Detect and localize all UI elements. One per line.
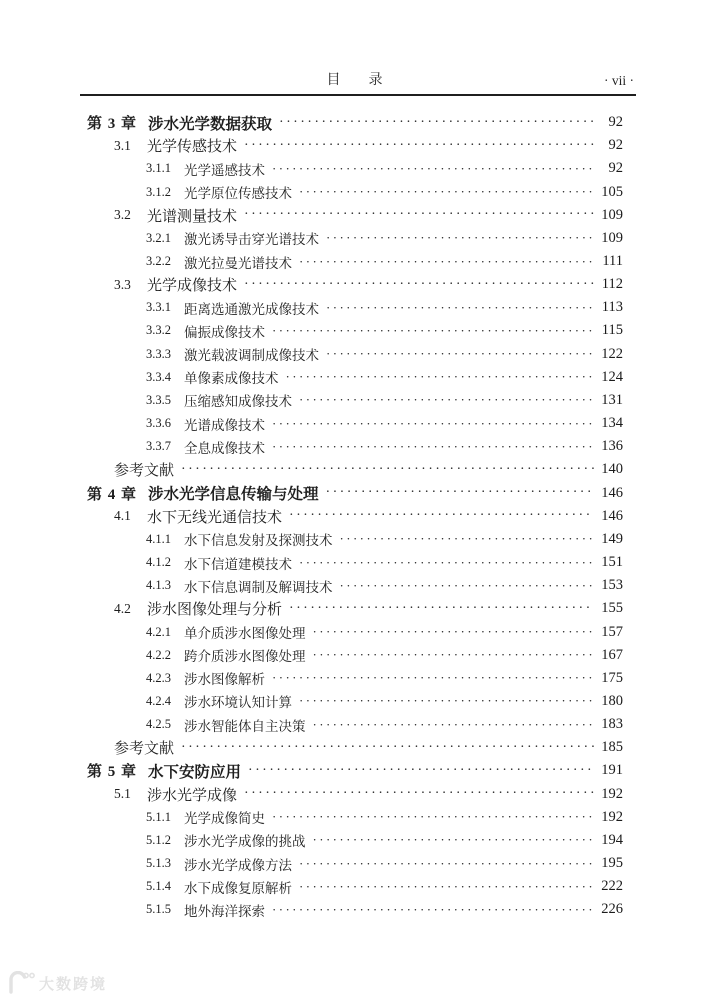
toc-entry bbox=[80, 574, 636, 597]
toc-entry-number: 4.2.1 bbox=[146, 624, 171, 639]
toc-entry-number: 3.1.2 bbox=[146, 184, 171, 199]
toc-entry-page: 175 bbox=[601, 669, 623, 686]
toc-entry-title: 涉水光学数据获取 bbox=[148, 115, 273, 133]
toc-entry-page: 105 bbox=[601, 183, 623, 200]
toc-entry-page: 131 bbox=[601, 391, 623, 408]
toc-entry-page: 151 bbox=[601, 554, 623, 571]
dot-leader bbox=[313, 624, 595, 640]
toc-entry-page: 92 bbox=[608, 160, 623, 177]
dot-leader bbox=[326, 230, 594, 246]
watermark-text: 大数跨境 bbox=[39, 975, 108, 993]
toc-entry-number: 4.2.2 bbox=[146, 647, 171, 662]
dot-leader bbox=[299, 184, 594, 200]
dot-leader bbox=[272, 161, 594, 177]
toc-entry-title: 水下成像复原解析 bbox=[184, 880, 292, 896]
toc-entry bbox=[80, 180, 636, 203]
dot-leader bbox=[279, 115, 594, 131]
watermark-logo-icon bbox=[7, 971, 35, 995]
toc-entry-title: 单介质涉水图像处理 bbox=[184, 626, 306, 642]
toc-entry-page: 153 bbox=[601, 577, 623, 594]
toc-entry-number: 4.2.3 bbox=[146, 670, 171, 685]
toc-entry-number: 5.1.4 bbox=[146, 879, 171, 894]
toc-entry-number: 3.2.2 bbox=[146, 254, 171, 269]
toc-entry-title: 水下信道建模技术 bbox=[184, 556, 292, 572]
toc-entry-title: 水下安防应用 bbox=[148, 763, 242, 781]
toc-entry bbox=[80, 806, 636, 829]
toc-entry-number: 3.3.6 bbox=[146, 416, 171, 431]
toc-entry-number: 第 4 章 bbox=[87, 486, 138, 503]
toc-entry-number: 3.1.1 bbox=[146, 161, 171, 176]
toc-entry bbox=[80, 528, 636, 551]
toc-entry-title: 涉水光学成像的挑战 bbox=[184, 834, 306, 850]
toc-entry bbox=[80, 852, 636, 875]
toc-entry bbox=[80, 644, 636, 667]
toc-entry-title: 距离选通激光成像技术 bbox=[184, 301, 319, 317]
toc-entry-title: 涉水智能体自主决策 bbox=[184, 718, 306, 734]
toc-entry bbox=[80, 551, 636, 574]
toc-entry-number: 3.3 bbox=[114, 276, 131, 292]
toc-entry-page: 124 bbox=[601, 368, 623, 385]
watermark bbox=[7, 971, 107, 995]
toc-entry-title: 光学传感技术 bbox=[147, 139, 238, 156]
toc-entry bbox=[80, 389, 636, 412]
toc-entry-page: 185 bbox=[601, 739, 623, 756]
toc-entry-page: 180 bbox=[601, 692, 623, 709]
dot-leader bbox=[299, 392, 594, 408]
toc-entry-title: 涉水环境认知计算 bbox=[184, 695, 292, 711]
dot-leader bbox=[299, 693, 594, 709]
toc-entry-page: 226 bbox=[601, 901, 623, 918]
toc-entry-title: 激光诱导击穿光谱技术 bbox=[184, 232, 319, 248]
toc-entry bbox=[80, 736, 636, 759]
toc-entry bbox=[80, 875, 636, 898]
dot-leader bbox=[272, 416, 594, 432]
toc-list bbox=[80, 111, 636, 921]
toc-entry-title: 光学遥感技术 bbox=[184, 162, 265, 178]
dot-leader bbox=[313, 717, 595, 733]
toc-entry-number: 4.2.4 bbox=[146, 693, 171, 708]
toc-entry bbox=[80, 435, 636, 458]
toc-entry-title: 光学原位传感技术 bbox=[184, 186, 292, 202]
toc-entry bbox=[80, 597, 636, 620]
toc-entry-title: 激光拉曼光谱技术 bbox=[184, 255, 292, 271]
toc-entry bbox=[80, 783, 636, 806]
toc-entry-page: 140 bbox=[601, 461, 623, 478]
toc-entry bbox=[80, 759, 636, 782]
toc-entry-number: 5.1.2 bbox=[146, 832, 171, 847]
toc-entry-title: 偏振成像技术 bbox=[184, 324, 265, 340]
dot-leader bbox=[326, 300, 594, 316]
toc-entry-page: 155 bbox=[601, 600, 623, 617]
toc-entry-page: 146 bbox=[601, 484, 623, 501]
toc-entry-page: 146 bbox=[601, 507, 623, 524]
toc-entry-title: 光谱成像技术 bbox=[184, 417, 265, 433]
toc-entry-number: 3.1 bbox=[114, 137, 131, 153]
toc-entry-title: 光学成像技术 bbox=[147, 278, 238, 295]
toc-entry-page: 92 bbox=[608, 114, 623, 131]
toc-entry bbox=[80, 366, 636, 389]
dot-leader bbox=[326, 485, 594, 501]
toc-entry-title: 水下无线光通信技术 bbox=[147, 509, 283, 526]
toc-entry bbox=[80, 713, 636, 736]
toc-entry-number: 3.3.4 bbox=[146, 369, 171, 384]
toc-entry bbox=[80, 898, 636, 921]
toc-entry-page: 192 bbox=[601, 808, 623, 825]
page-header bbox=[80, 68, 636, 96]
toc-entry-title: 涉水图像处理与分析 bbox=[147, 602, 283, 619]
toc-entry-number: 5.1.1 bbox=[146, 809, 171, 824]
toc-entry-page: 115 bbox=[601, 322, 623, 339]
dot-leader bbox=[244, 786, 594, 802]
toc-entry-title: 光学成像简史 bbox=[184, 811, 265, 827]
toc-entry-number: 5.1 bbox=[114, 786, 131, 802]
toc-entry-page: 194 bbox=[601, 831, 623, 848]
toc-entry bbox=[80, 204, 636, 227]
toc-entry-title: 全息成像技术 bbox=[184, 440, 265, 456]
dot-leader bbox=[313, 647, 595, 663]
toc-entry-number: 第 3 章 bbox=[87, 116, 138, 133]
toc-entry-number: 3.3.7 bbox=[146, 439, 171, 454]
page-title: 目 录 bbox=[326, 73, 390, 88]
toc-entry-page: 191 bbox=[601, 762, 623, 779]
toc-entry-title: 压缩感知成像技术 bbox=[184, 394, 292, 410]
toc-entry bbox=[80, 227, 636, 250]
toc-entry-title: 涉水光学信息传输与处理 bbox=[148, 486, 319, 504]
dot-leader bbox=[272, 439, 594, 455]
toc-entry-number: 3.3.2 bbox=[146, 323, 171, 338]
toc-entry bbox=[80, 157, 636, 180]
toc-entry-title: 涉水光学成像方法 bbox=[184, 857, 292, 873]
toc-entry-title: 水下信息调制及解调技术 bbox=[184, 579, 333, 595]
toc-entry bbox=[80, 319, 636, 342]
toc-entry-page: 157 bbox=[601, 623, 623, 640]
dot-leader bbox=[181, 740, 594, 756]
dot-leader bbox=[272, 323, 594, 339]
toc-entry bbox=[80, 412, 636, 435]
toc-entry-title: 涉水光学成像 bbox=[147, 787, 238, 804]
toc-entry-number: 5.1.3 bbox=[146, 856, 171, 871]
dot-leader bbox=[272, 809, 594, 825]
toc-entry bbox=[80, 620, 636, 643]
toc-entry bbox=[80, 458, 636, 481]
toc-entry-title: 参考文献 bbox=[114, 463, 175, 480]
toc-entry bbox=[80, 667, 636, 690]
toc-entry-number: 3.3.3 bbox=[146, 346, 171, 361]
toc-entry bbox=[80, 343, 636, 366]
toc-entry-number: 3.3.1 bbox=[146, 300, 171, 315]
dot-leader bbox=[299, 879, 594, 895]
dot-leader bbox=[313, 832, 595, 848]
toc-entry-page: 195 bbox=[601, 855, 623, 872]
toc-entry-title: 单像素成像技术 bbox=[184, 371, 279, 387]
dot-leader bbox=[289, 601, 594, 617]
toc-entry bbox=[80, 296, 636, 319]
toc-entry bbox=[80, 829, 636, 852]
toc-entry-page: 134 bbox=[601, 415, 623, 432]
dot-leader bbox=[248, 763, 594, 779]
dot-leader bbox=[286, 369, 595, 385]
folio-page-number: · vii · bbox=[604, 73, 634, 88]
dot-leader bbox=[340, 531, 595, 547]
toc-entry-page: 109 bbox=[601, 206, 623, 223]
dot-leader bbox=[289, 508, 594, 524]
toc-entry-page: 192 bbox=[601, 785, 623, 802]
toc-entry-number: 3.2.1 bbox=[146, 230, 171, 245]
toc-entry-number: 4.1 bbox=[114, 508, 131, 524]
dot-leader bbox=[244, 277, 594, 293]
toc-entry-page: 222 bbox=[601, 878, 623, 895]
toc-entry-page: 111 bbox=[602, 253, 623, 270]
dot-leader bbox=[244, 207, 594, 223]
dot-leader bbox=[272, 902, 594, 918]
dot-leader bbox=[272, 670, 594, 686]
toc-entry bbox=[80, 250, 636, 273]
toc-entry-page: 136 bbox=[601, 438, 623, 455]
dot-leader bbox=[299, 856, 594, 872]
toc-entry-page: 167 bbox=[601, 646, 623, 663]
toc-entry-page: 109 bbox=[601, 229, 623, 246]
toc-entry-page: 183 bbox=[601, 716, 623, 733]
toc-entry-page: 113 bbox=[601, 299, 623, 316]
toc-entry bbox=[80, 134, 636, 157]
toc-entry-page: 149 bbox=[601, 530, 623, 547]
toc-entry-number: 3.3.5 bbox=[146, 392, 171, 407]
toc-entry-number: 4.1.1 bbox=[146, 531, 171, 546]
toc-entry bbox=[80, 482, 636, 505]
toc-entry-number: 第 5 章 bbox=[87, 764, 138, 781]
toc-entry-title: 激光载波调制成像技术 bbox=[184, 348, 319, 364]
dot-leader bbox=[326, 346, 594, 362]
toc-entry-number: 5.1.5 bbox=[146, 902, 171, 917]
toc-entry-title: 地外海洋探索 bbox=[184, 903, 265, 919]
toc-entry-page: 112 bbox=[601, 276, 623, 293]
toc-entry-title: 跨介质涉水图像处理 bbox=[184, 649, 306, 665]
toc-entry-number: 4.2 bbox=[114, 600, 131, 616]
toc-entry-number: 4.1.3 bbox=[146, 578, 171, 593]
toc-entry-title: 水下信息发射及探测技术 bbox=[184, 533, 333, 549]
dot-leader bbox=[299, 254, 594, 270]
toc-entry bbox=[80, 690, 636, 713]
toc-entry-title: 光谱测量技术 bbox=[147, 208, 238, 225]
dot-leader bbox=[340, 578, 595, 594]
toc-entry bbox=[80, 111, 636, 134]
toc-entry-number: 4.1.2 bbox=[146, 555, 171, 570]
toc-entry-number: 4.2.5 bbox=[146, 717, 171, 732]
dot-leader bbox=[244, 138, 594, 154]
toc-entry-page: 92 bbox=[608, 137, 623, 154]
dot-leader bbox=[181, 462, 594, 478]
toc-entry-page: 122 bbox=[601, 345, 623, 362]
toc-entry-title: 参考文献 bbox=[114, 741, 175, 758]
toc-entry-number: 3.2 bbox=[114, 207, 131, 223]
toc-entry bbox=[80, 505, 636, 528]
toc-entry-title: 涉水图像解析 bbox=[184, 672, 265, 688]
toc-entry bbox=[80, 273, 636, 296]
dot-leader bbox=[299, 555, 594, 571]
